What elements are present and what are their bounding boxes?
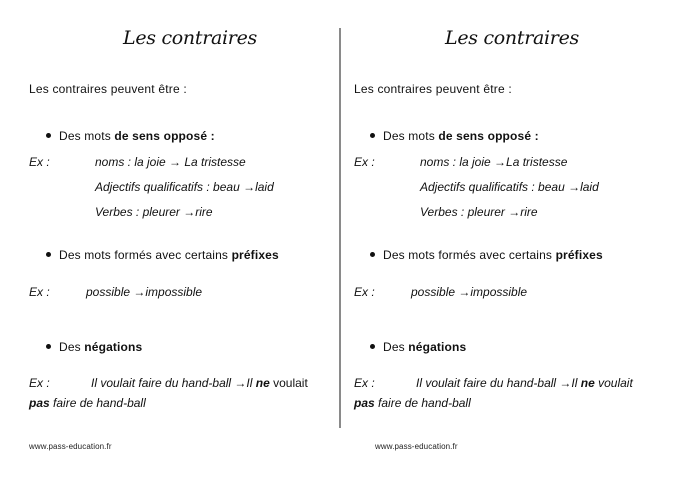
example-verbs: Verbes : pleurer →rire bbox=[420, 205, 538, 219]
bullet-icon bbox=[370, 344, 375, 349]
bullet-icon bbox=[370, 133, 375, 138]
example-nouns: noms : la joie → La tristesse bbox=[95, 155, 246, 169]
example-label: Ex : bbox=[29, 285, 50, 299]
example-label: Ex : bbox=[29, 155, 50, 169]
example-adjectives: Adjectifs qualificatifs : beau →laid bbox=[95, 180, 274, 194]
bullet-icon bbox=[46, 252, 51, 257]
bullet-negations: Des négations bbox=[46, 340, 142, 354]
bullet-opposite-meaning: Des mots de sens opposé : bbox=[370, 129, 539, 143]
bullet-negations: Des négations bbox=[370, 340, 466, 354]
bullet-icon bbox=[46, 133, 51, 138]
bullet-prefixes: Des mots formés avec certains préfixes bbox=[370, 248, 603, 262]
example-negation-line2: pas faire de hand-ball bbox=[354, 396, 471, 410]
bullet-prefixes: Des mots formés avec certains préfixes bbox=[46, 248, 279, 262]
bullet-opposite-meaning: Des mots de sens opposé : bbox=[46, 129, 215, 143]
example-prefix: possible →impossible bbox=[411, 285, 528, 299]
bullet-icon bbox=[370, 252, 375, 257]
example-nouns: noms : la joie →La tristesse bbox=[420, 155, 568, 169]
bullet-icon bbox=[46, 344, 51, 349]
example-prefix: possible →impossible bbox=[86, 285, 203, 299]
example-verbs: Verbes : pleurer →rire bbox=[95, 205, 213, 219]
intro-text: Les contraires peuvent être : bbox=[354, 82, 512, 96]
sheet-right bbox=[340, 0, 660, 480]
footer-website: www.pass-education.fr bbox=[29, 442, 112, 451]
example-label: Ex : bbox=[29, 376, 50, 390]
footer-website: www.pass-education.fr bbox=[375, 442, 458, 451]
sheet-left bbox=[0, 0, 320, 480]
intro-text: Les contraires peuvent être : bbox=[29, 82, 187, 96]
example-negation-line1: Il voulait faire du hand-ball →Il ne voulait bbox=[416, 376, 633, 390]
example-label: Ex : bbox=[354, 285, 375, 299]
example-label: Ex : bbox=[354, 376, 375, 390]
example-negation-line2: pas faire de hand-ball bbox=[29, 396, 146, 410]
sheet-title: Les contraires bbox=[123, 27, 257, 49]
example-adjectives: Adjectifs qualificatifs : beau →laid bbox=[420, 180, 599, 194]
sheet-title: Les contraires bbox=[445, 27, 579, 49]
example-negation-line1: Il voulait faire du hand-ball →Il ne voulait bbox=[91, 376, 308, 390]
example-label: Ex : bbox=[354, 155, 375, 169]
